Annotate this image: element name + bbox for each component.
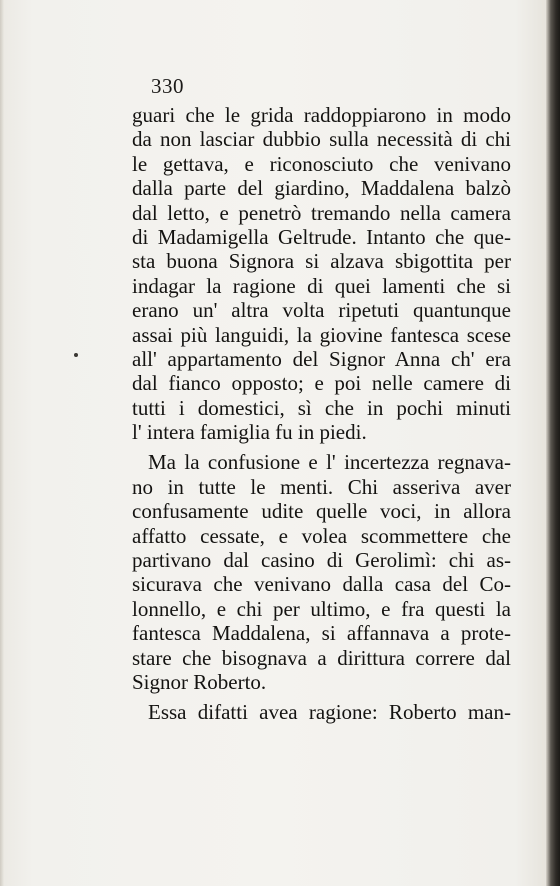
text-line: affatto cessate, e volea scommettere che [132,523,511,548]
page-number: 330 [151,74,184,98]
text-line: stare che bisognava a dirittura correre dal [132,645,511,670]
text-line: dalla parte del giardino, Maddalena balzò [132,176,511,201]
text-line: partivano dal casino di Gerolimì: chi as- [132,548,511,573]
text-line: confusamente udite quelle voci, in allora [132,499,511,524]
text-line-paragraph-start: Ma la confusione e l' incertezza regnava- [148,450,511,475]
text-line: le gettava, e riconosciuto che venivano [132,151,511,176]
text-line: erano un' altra volta ripetuti quantunque [132,298,511,323]
text-line: no in tutte le menti. Chi asseriva aver [132,474,511,499]
body-text [132,103,511,725]
text-line: lonnello, e chi per ultimo, e fra questi la [132,596,511,621]
text-line: guari che le grida raddoppiarono in modo [132,103,511,127]
page-right-edge-shadow [546,0,560,886]
text-line-paragraph-end: l' intera famiglia fu in piedi. [132,420,367,445]
page-left-edge [0,0,4,886]
text-line: sta buona Signora si alzava sbigottita per [132,249,511,274]
text-line: da non lasciar dubbio sulla necessità di chi [132,127,511,152]
text-line: tutti i domestici, sì che in pochi minuti [132,395,511,420]
ink-speck [74,353,78,357]
text-line: dal fianco opposto; e poi nelle camere di [132,371,511,396]
text-line-paragraph-end: Signor Roberto. [132,669,267,694]
text-line: all' appartamento del Signor Anna ch' era [132,346,511,371]
text-line: sicurava che venivano dalla casa del Co- [132,572,511,597]
text-line-paragraph-start: Essa difatti avea ragione: Roberto man- [148,700,511,725]
text-line: dal letto, e penetrò tremando nella camera [132,200,511,225]
text-line: indagar la ragione di quei lamenti che si [132,273,511,298]
text-line: assai più languidi, la giovine fantesca scese [132,322,511,347]
text-line: fantesca Maddalena, si affannava a prote- [132,621,511,646]
text-line: di Madamigella Geltrude. Intanto che que- [132,224,511,249]
